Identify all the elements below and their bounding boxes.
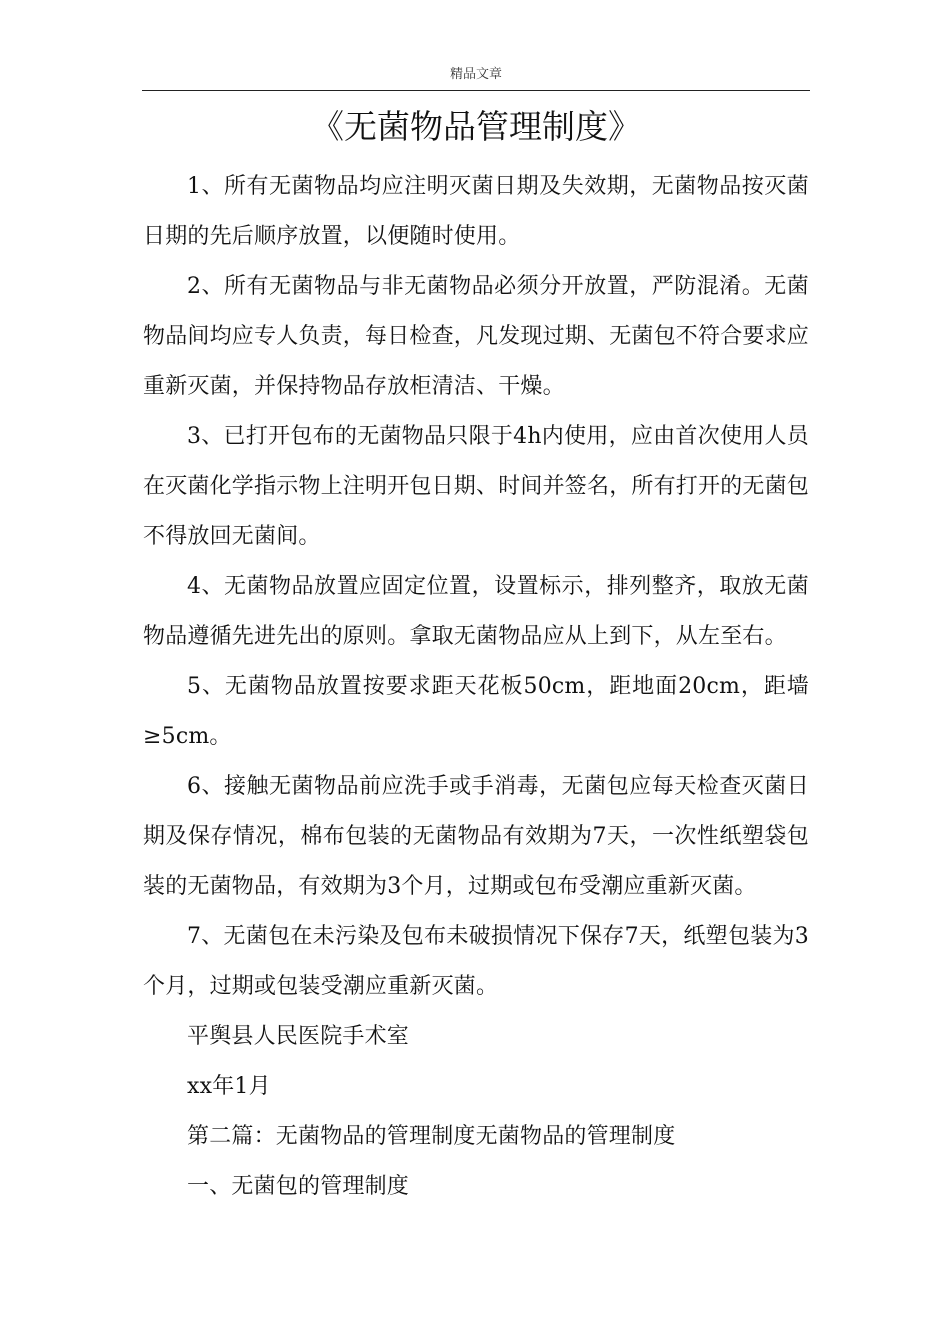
signature-organization: 平舆县人民医院手术室 <box>187 1024 410 1049</box>
section-heading-sterile-package: 一、无菌包的管理制度 <box>187 1174 410 1199</box>
paragraph-rule-6: 6、接触无菌物品前应洗手或手消毒，无菌包应每天检查灭菌日期及保存情况，棉布包装的无菌物品有效期为7天，一次性纸塑袋包装的无菌物品，有效期为3个月，过期或包布受潮应重新灭菌。 <box>143 774 809 899</box>
section-heading-part-two: 第二篇：无菌物品的管理制度无菌物品的管理制度 <box>187 1124 676 1149</box>
paragraph-rule-4: 4、无菌物品放置应固定位置，设置标示，排列整齐，取放无菌物品遵循先进先出的原则。拿取无菌物品应从上到下，从左至右。 <box>143 574 809 649</box>
paragraph-rule-5: 5、无菌物品放置按要求距天花板50cm，距地面20cm，距墙≥5cm。 <box>143 674 809 749</box>
document-body <box>143 162 809 1212</box>
document-title: 《无菌物品管理制度》 <box>311 107 641 146</box>
page-header <box>142 62 810 91</box>
paragraph-rule-7: 7、无菌包在未污染及包布未破损情况下保存7天，纸塑包装为3个月，过期或包装受潮应重新灭菌。 <box>143 924 809 999</box>
paragraph-rule-3: 3、已打开包布的无菌物品只限于4h内使用，应由首次使用人员在灭菌化学指示物上注明开包日期、时间并签名，所有打开的无菌包不得放回无菌间。 <box>143 424 810 549</box>
signature-date: xx年1月 <box>187 1074 271 1099</box>
paragraph-rule-2: 2、所有无菌物品与非无菌物品必须分开放置，严防混淆。无菌物品间均应专人负责，每日检查，凡发现过期、无菌包不符合要求应重新灭菌，并保持物品存放柜清洁、干燥。 <box>143 274 810 399</box>
paragraph-rule-1: 1、所有无菌物品均应注明灭菌日期及失效期，无菌物品按灭菌日期的先后顺序放置，以便随时使用。 <box>143 174 809 249</box>
header-label: 精品文章 <box>449 67 502 82</box>
